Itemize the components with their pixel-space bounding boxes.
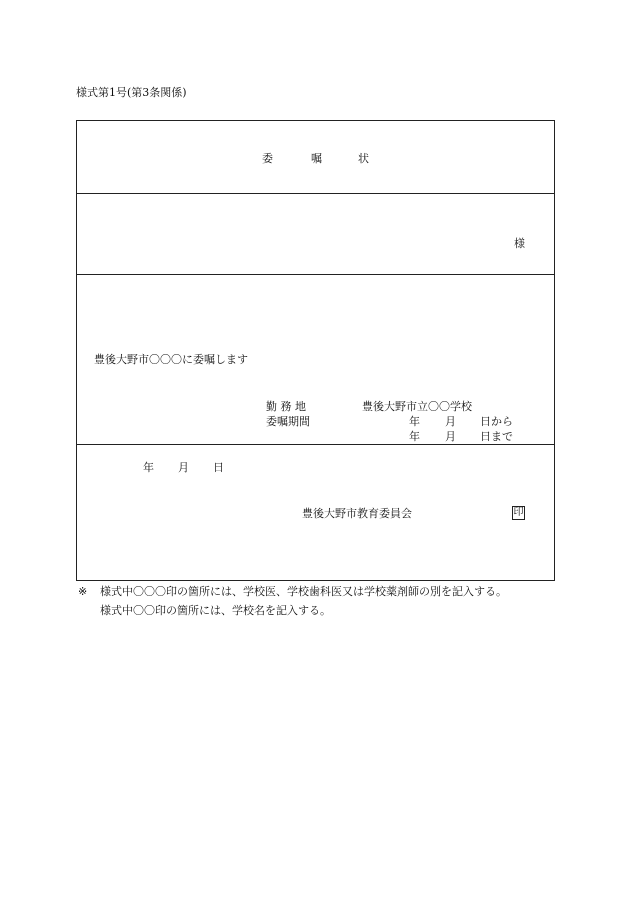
note-line-1: 様式中〇〇〇印の箇所には、学校医、学校歯科医又は学校薬剤師の別を記入する。: [100, 585, 507, 598]
period-start-month: 月: [445, 415, 456, 428]
note-line-2: 様式中〇〇印の箇所には、学校名を記入する。: [100, 604, 331, 617]
period-start-day: 日から: [480, 415, 513, 428]
divider-title: [77, 193, 554, 194]
period-start-year: 年: [409, 415, 420, 428]
issuer-name: 豊後大野市教育委員会: [302, 507, 412, 520]
recipient-suffix: 様: [514, 237, 525, 250]
issue-day: 日: [213, 461, 224, 474]
title-char-1: 委: [262, 152, 273, 165]
issue-month: 月: [178, 461, 189, 474]
issue-year: 年: [143, 461, 154, 474]
period-end-day: 日まで: [480, 430, 513, 443]
seal-mark: 印: [513, 507, 524, 518]
body-text: 豊後大野市〇〇〇に委嘱します: [94, 353, 248, 366]
title-char-3: 状: [358, 152, 369, 165]
workplace-label: 勤 務 地: [266, 400, 306, 413]
title-char-2: 嘱: [311, 152, 322, 165]
period-end-month: 月: [445, 430, 456, 443]
period-end-year: 年: [409, 430, 420, 443]
note-mark: ※: [78, 585, 88, 598]
divider-body: [77, 444, 554, 445]
form-label: 様式第1号(第3条関係): [76, 86, 187, 99]
workplace-value: 豊後大野市立〇〇学校: [362, 400, 472, 413]
period-label: 委嘱期間: [266, 415, 310, 428]
divider-recipient: [77, 274, 554, 275]
